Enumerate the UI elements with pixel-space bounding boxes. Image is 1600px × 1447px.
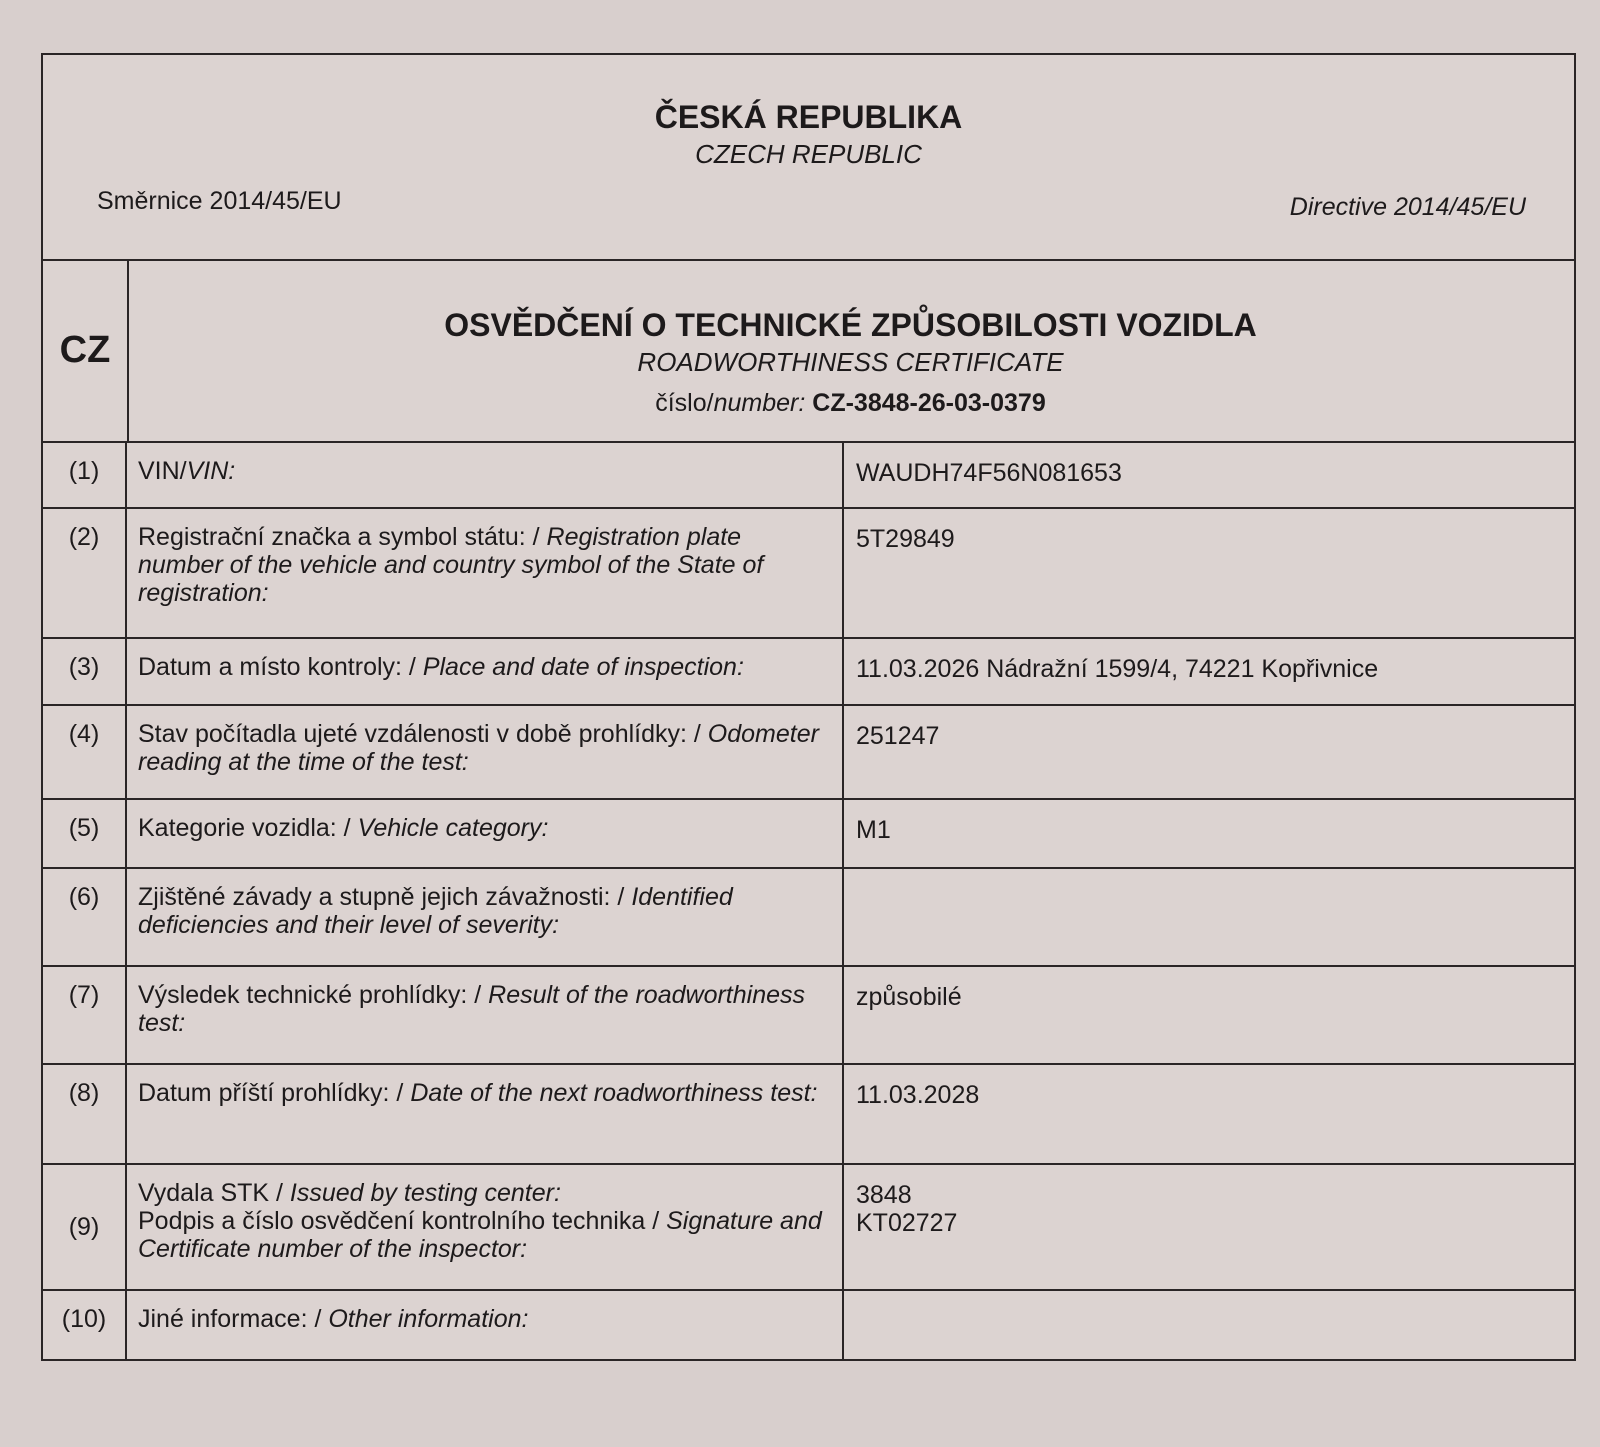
label-en: Identified deficiencies and their level of severity: (138, 883, 733, 939)
label-cs-2: Podpis a číslo osvědčení kontrolního technika / (138, 1207, 667, 1235)
table-row (43, 867, 1574, 967)
label-cs: Registrační značka a symbol státu: / (138, 523, 547, 551)
field-label (138, 1079, 828, 1107)
label-en: VIN: (186, 457, 236, 485)
certificate-number (127, 389, 1574, 418)
row-number: (9) (43, 1163, 127, 1289)
field-value: 11.03.2028 (856, 1081, 980, 1109)
row-number: (5) (43, 798, 127, 867)
field-value-cell (842, 1063, 1574, 1163)
table-row (43, 798, 1574, 869)
field-value-cell (842, 507, 1574, 637)
field-value: 11.03.2026 Nádražní 1599/4, 74221 Kopřivnice (856, 655, 1379, 683)
table-row (43, 507, 1574, 639)
field-label (138, 720, 828, 776)
label-en: Registration plate number of the vehicle and country symbol of the State of registration: (138, 523, 764, 607)
field-value-cell (842, 637, 1574, 704)
field-value: 5T29849 (856, 525, 955, 553)
label-en: Odometer reading at the time of the test: (138, 720, 819, 776)
row-number: (6) (43, 867, 127, 965)
document-header (43, 55, 1574, 261)
label-cs: Výsledek technické prohlídky: / (138, 981, 489, 1009)
table-row (43, 1289, 1574, 1361)
label-cs: VIN/ (138, 457, 187, 485)
table-row (43, 704, 1574, 800)
row-number: (7) (43, 965, 127, 1063)
field-label (138, 981, 828, 1037)
label-en: Vehicle category: (357, 814, 549, 842)
field-value: 251247 (856, 722, 940, 750)
field-label (138, 653, 828, 681)
field-value: 3848 (856, 1181, 912, 1209)
field-value-cell (842, 441, 1574, 507)
field-value-cell (842, 798, 1574, 867)
country-cs: ČESKÁ REPUBLIKA (654, 99, 963, 135)
field-label (138, 1179, 828, 1263)
label-cs: Kategorie vozidla: / (138, 814, 358, 842)
country-code: CZ (43, 259, 129, 441)
field-value-cell (842, 704, 1574, 798)
table-row (43, 637, 1574, 706)
field-value: M1 (856, 816, 891, 844)
row-number: (3) (43, 637, 127, 704)
row-number: (10) (43, 1289, 127, 1361)
directive-cs: Směrnice 2014/45/EU (97, 187, 342, 215)
table-row (43, 441, 1574, 509)
country-en: CZECH REPUBLIC (695, 139, 922, 169)
field-value-cell (842, 867, 1574, 965)
label-en: Place and date of inspection: (422, 653, 744, 681)
field-value: WAUDH74F56N081653 (856, 459, 1122, 487)
table-row (43, 1063, 1574, 1165)
field-label (138, 814, 828, 842)
title-en: ROADWORTHINESS CERTIFICATE (637, 347, 1064, 377)
certificate (41, 53, 1576, 1361)
label-cs: Stav počítadla ujeté vzdálenosti v době prohlídky: / (138, 720, 708, 748)
number-label-en: number: (713, 389, 806, 417)
table-row (43, 1163, 1574, 1291)
field-value-cell (842, 965, 1574, 1063)
label-en: Result of the roadworthiness test: (138, 981, 806, 1037)
number-value: CZ-3848-26-03-0379 (812, 389, 1046, 417)
label-en: Other information: (328, 1305, 529, 1333)
label-cs: Vydala STK / (138, 1179, 290, 1207)
field-label (138, 1305, 828, 1333)
label-cs: Datum a místo kontroly: / (138, 653, 423, 681)
row-number: (4) (43, 704, 127, 798)
field-label (138, 457, 828, 485)
number-label-cs: číslo/ (655, 389, 714, 417)
label-cs: Jiné informace: / (138, 1305, 329, 1333)
row-number: (8) (43, 1063, 127, 1163)
table-row (43, 965, 1574, 1065)
field-value-cell (842, 1289, 1574, 1361)
field-label (138, 883, 828, 939)
title-cs: OSVĚDČENÍ O TECHNICKÉ ZPŮSOBILOSTI VOZIDLA (444, 307, 1257, 343)
field-label (138, 523, 828, 607)
directive-en: Directive 2014/45/EU (1289, 193, 1526, 221)
field-value-cell (842, 1163, 1574, 1289)
label-cs: Datum příští prohlídky: / (138, 1079, 411, 1107)
row-number: (2) (43, 507, 127, 637)
label-en: Issued by testing center: (289, 1179, 561, 1207)
label-en-2: Signature and Certificate number of the inspector: (138, 1207, 822, 1263)
certificate-title (43, 259, 1574, 443)
label-en: Date of the next roadworthiness test: (410, 1079, 818, 1107)
field-value-2: KT02727 (856, 1209, 958, 1237)
label-cs: Zjištěné závady a stupně jejich závažnosti: / (138, 883, 632, 911)
row-number: (1) (43, 441, 127, 507)
field-value: způsobilé (856, 983, 962, 1011)
